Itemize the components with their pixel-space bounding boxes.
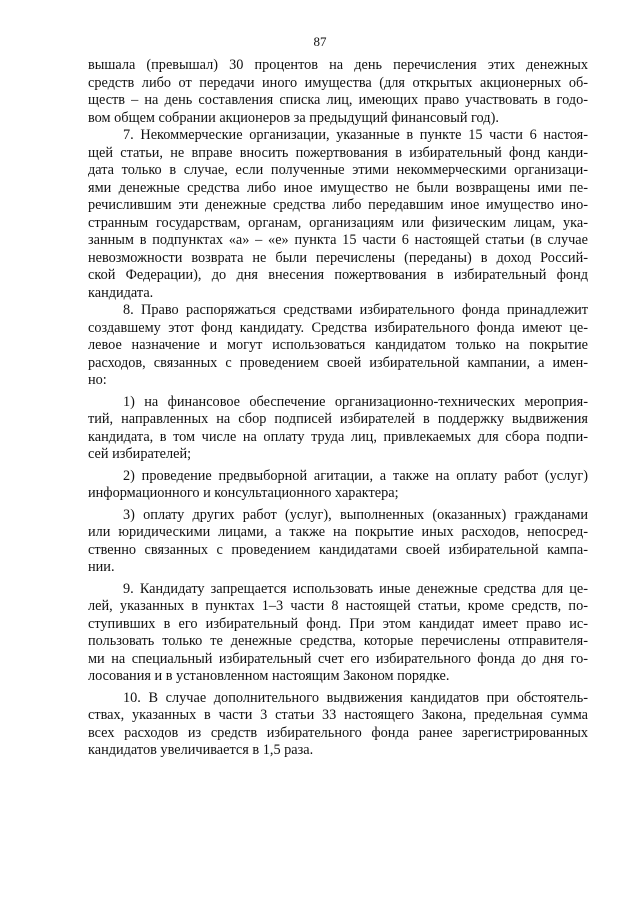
text-line: тий, направленных на сбор подписей избирателей в поддержку выдвижения [88, 411, 588, 427]
text-line: лосования и в установленном настоящим Законом порядке. [88, 668, 450, 684]
text-line: 2) проведение предвыборной агитации, а также на оплату работ (услуг) [123, 467, 588, 484]
text-line: информационного и консультационного характера; [88, 485, 399, 501]
text-line: пользовать только те денежные средства, которые перечислены отправителя- [88, 633, 588, 649]
text-line: 3) оплату других работ (услуг), выполненных (оказанных) гражданами [123, 506, 588, 523]
text-line: ствах, указанных в части 3 статьи 33 настоящего Закона, предельная сумма [88, 707, 588, 723]
text-line: 9. Кандидату запрещается использовать иные денежные средства для це- [123, 580, 588, 597]
text-line: расходов, связанных с проведением своей избирательной кампании, а имен- [88, 354, 588, 371]
text-line: нии. [88, 559, 115, 575]
text-line: ществ – на день составления списка лиц, имеющих право участвовать в годо- [88, 92, 588, 108]
text-line: ями денежные средства либо иное имущество не были возвращены ими пе- [88, 179, 588, 196]
text-line: вом общем собрании акционеров за предыдущий финансовый год). [88, 109, 499, 126]
text-line: кандидата, в том числе на оплату труда лиц, привлекаемых для сбора подпи- [88, 428, 588, 445]
text-line: ской Федерации), до дня внесения пожертвования в избирательный фонд [88, 267, 588, 283]
text-line: создавшему этот фонд кандидату. Средства избирательного фонда имеют це- [88, 319, 588, 336]
text-line: вышала (превышал) 30 процентов на день перечисления этих денежных [88, 57, 588, 73]
document-body [88, 57, 588, 760]
text-line: или юридическими лицами, а также на покрытие иных расходов, непосред- [88, 524, 588, 540]
text-line: но: [88, 372, 107, 388]
text-line: кандидата. [88, 284, 154, 301]
text-line: 8. Право распоряжаться средствами избирательного фонда принадлежит [123, 302, 588, 318]
text-line: 10. В случае дополнительного выдвижения кандидатов при обстоятель- [123, 689, 588, 706]
page-number: 87 [313, 34, 327, 49]
text-line: левое назначение и могут использоваться кандидатом только на покрытие [88, 337, 588, 353]
text-line: лей, указанных в пунктах 1–3 части 8 настоящей статьи, кроме средств, по- [88, 598, 588, 614]
text-line: невозможности возврата не были перечислены (переданы) в доход Россий- [88, 249, 588, 266]
text-line: речислившим эти денежные средства либо передавшим иное имущество ино- [88, 197, 588, 213]
text-line: ственно связанных с проведением кандидатами своей избирательной кампа- [88, 541, 588, 558]
text-line: странным государствам, органам, организациям или физическим лицам, ука- [88, 214, 588, 231]
text-line: всех расходов из средств избирательного фонда ранее зарегистрированных [88, 724, 588, 741]
text-line: 1) на финансовое обеспечение организационно-технических мероприя- [123, 393, 588, 410]
text-line: средств либо от передачи иного имущества (для открытых акционерных об- [88, 74, 588, 91]
text-line: дата только в случае, если полученные этими некоммерческими организаци- [88, 162, 588, 178]
text-line: ми на специальный избирательный счет его избирательного фонда до дня го- [88, 650, 588, 667]
text-line: 7. Некоммерческие организации, указанные в пункте 15 части 6 настоя- [123, 127, 588, 143]
text-line: занным в подпунктах «а» – «е» пункта 15 части 6 настоящей статьи (в случае [88, 232, 588, 248]
text-line: кандидатов увеличивается в 1,5 раза. [88, 742, 314, 758]
text-line: сей избирателей; [88, 446, 192, 462]
text-line: ступивших в его избирательный фонд. При этом кандидат имеет право ис- [88, 615, 588, 632]
text-line: щей статьи, не вправе вносить пожертвования в избирательный фонд канди- [88, 144, 588, 161]
